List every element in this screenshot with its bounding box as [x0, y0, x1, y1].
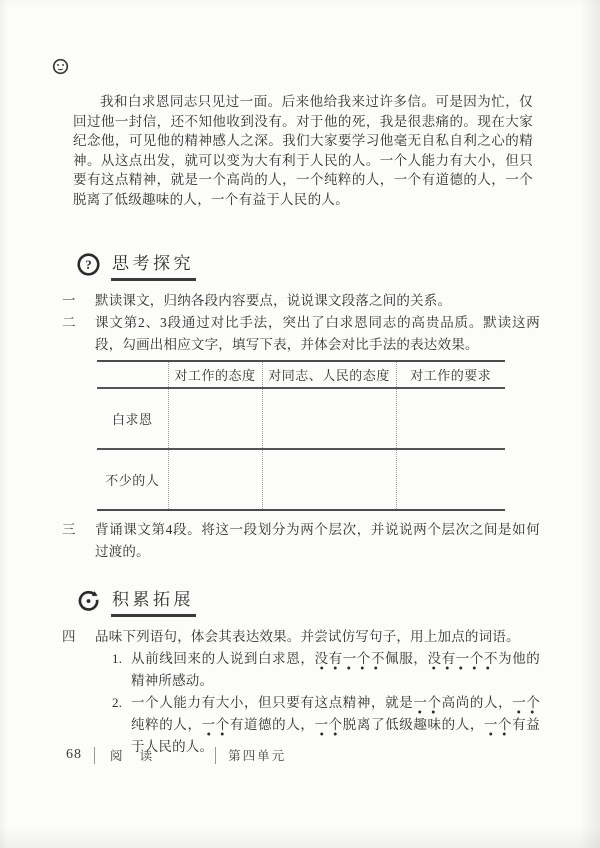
exercise-item-4 — [62, 626, 540, 758]
course-text-paragraph: 我和白求恩同志只见过一面。后来他给我来过许多信。可是因为忙，仅回过他一封信，还不知他收到没有。对于他的死，我是很悲痛的。现在大家纪念他，可见他的精神感人之深。我们大家要学习他毫无自私自利之心的精神。从这点出发，就可以变为大有利于人民的人。一个人能力有大小，但只要有这点精神，就是一个高尚的人，一个纯粹的人，一个有道德的人，一个脱离了低级趣味的人，一个有益于人民的人。 — [73, 94, 533, 207]
table-empty-cell — [396, 449, 505, 510]
table-empty-cell — [262, 388, 396, 449]
emphasized-words: 一个 — [512, 695, 540, 714]
section-title-think: 思考探究 — [111, 253, 196, 281]
page-number: 68 — [66, 747, 82, 762]
table-col-header: 对工作的态度 — [168, 361, 262, 388]
smiley-icon — [52, 58, 69, 75]
table-row-label: 不少的人 — [105, 472, 160, 488]
section-header-think — [77, 253, 600, 281]
item-number: 一 — [62, 292, 77, 308]
table-corner-cell — [97, 361, 168, 388]
emphasized-words: 一个 — [484, 717, 512, 736]
comparison-table — [97, 360, 505, 511]
item-text: 背诵课文第4段。将这一段划分为两个层次，并说说两个层次之间是如何过渡的。 — [95, 521, 540, 559]
emphasized-words: 一个 — [202, 717, 230, 736]
sentence-number: 2. — [112, 694, 123, 710]
item-text: 课文第2、3段通过对比手法，突出了白求恩同志的高贵品质。默读这两段，勾画出相应文字，填写下表，并体会对比手法的表达效果。 — [95, 314, 540, 352]
section-title-accumulate: 积累拓展 — [111, 589, 196, 617]
item-text: 默读课文，归纳各段内容要点，说说课文段落之间的关系。 — [95, 292, 452, 308]
sentence-number: 1. — [112, 650, 123, 666]
question-circle-icon — [77, 253, 100, 276]
numbered-sentence-1 — [95, 648, 540, 692]
item-body — [95, 626, 540, 758]
emphasized-words: 一个 — [315, 717, 343, 736]
sentence-text: 一个人能力有大小，但只要有这点精神，就是一个高尚的人，一个纯粹的人，一个有道德的人，一个脱离了低级趣味的人，一个有益于人民的人。 — [131, 694, 541, 754]
think-items-continued — [62, 519, 540, 563]
table-row — [97, 388, 505, 449]
footer-divider — [215, 747, 216, 764]
item-number: 三 — [62, 521, 77, 537]
accumulate-items — [62, 626, 540, 758]
item-number: 四 — [62, 628, 77, 644]
table-empty-cell — [168, 449, 262, 510]
emphasized-words: 没有一个不 — [315, 651, 386, 670]
svg-text:?: ? — [85, 256, 92, 272]
circular-arrow-icon — [77, 589, 100, 612]
table-row — [97, 449, 505, 510]
table-header-row — [97, 361, 505, 388]
footer-section-label: 阅 读 — [110, 749, 160, 763]
emphasized-words: 没有一个不 — [427, 651, 498, 670]
exercise-item-2 — [62, 312, 540, 356]
sentence-text: 从前线回来的人说到白求恩，没有一个不佩服，没有一个不为他的精神所感动。 — [131, 650, 541, 688]
table-empty-cell — [168, 388, 262, 449]
exercise-item-1 — [62, 290, 540, 312]
table-col-header: 对同志、人民的态度 — [262, 361, 396, 388]
think-items — [62, 290, 540, 356]
footer-unit-label: 第四单元 — [228, 749, 287, 763]
table-empty-cell — [262, 449, 396, 510]
emphasized-words: 一个 — [413, 695, 441, 714]
table-empty-cell — [396, 388, 505, 449]
item-text: 品味下列语句，体会其表达效果。并尝试仿写句子，用上加点的词语。 — [95, 628, 520, 644]
table-row-label: 白求恩 — [111, 411, 153, 427]
exercise-item-3 — [62, 519, 540, 563]
item-number: 二 — [62, 314, 77, 330]
table-col-header: 对工作的要求 — [396, 361, 505, 388]
section-header-accumulate — [77, 589, 600, 617]
footer-divider — [94, 747, 95, 764]
page-footer — [66, 746, 286, 764]
